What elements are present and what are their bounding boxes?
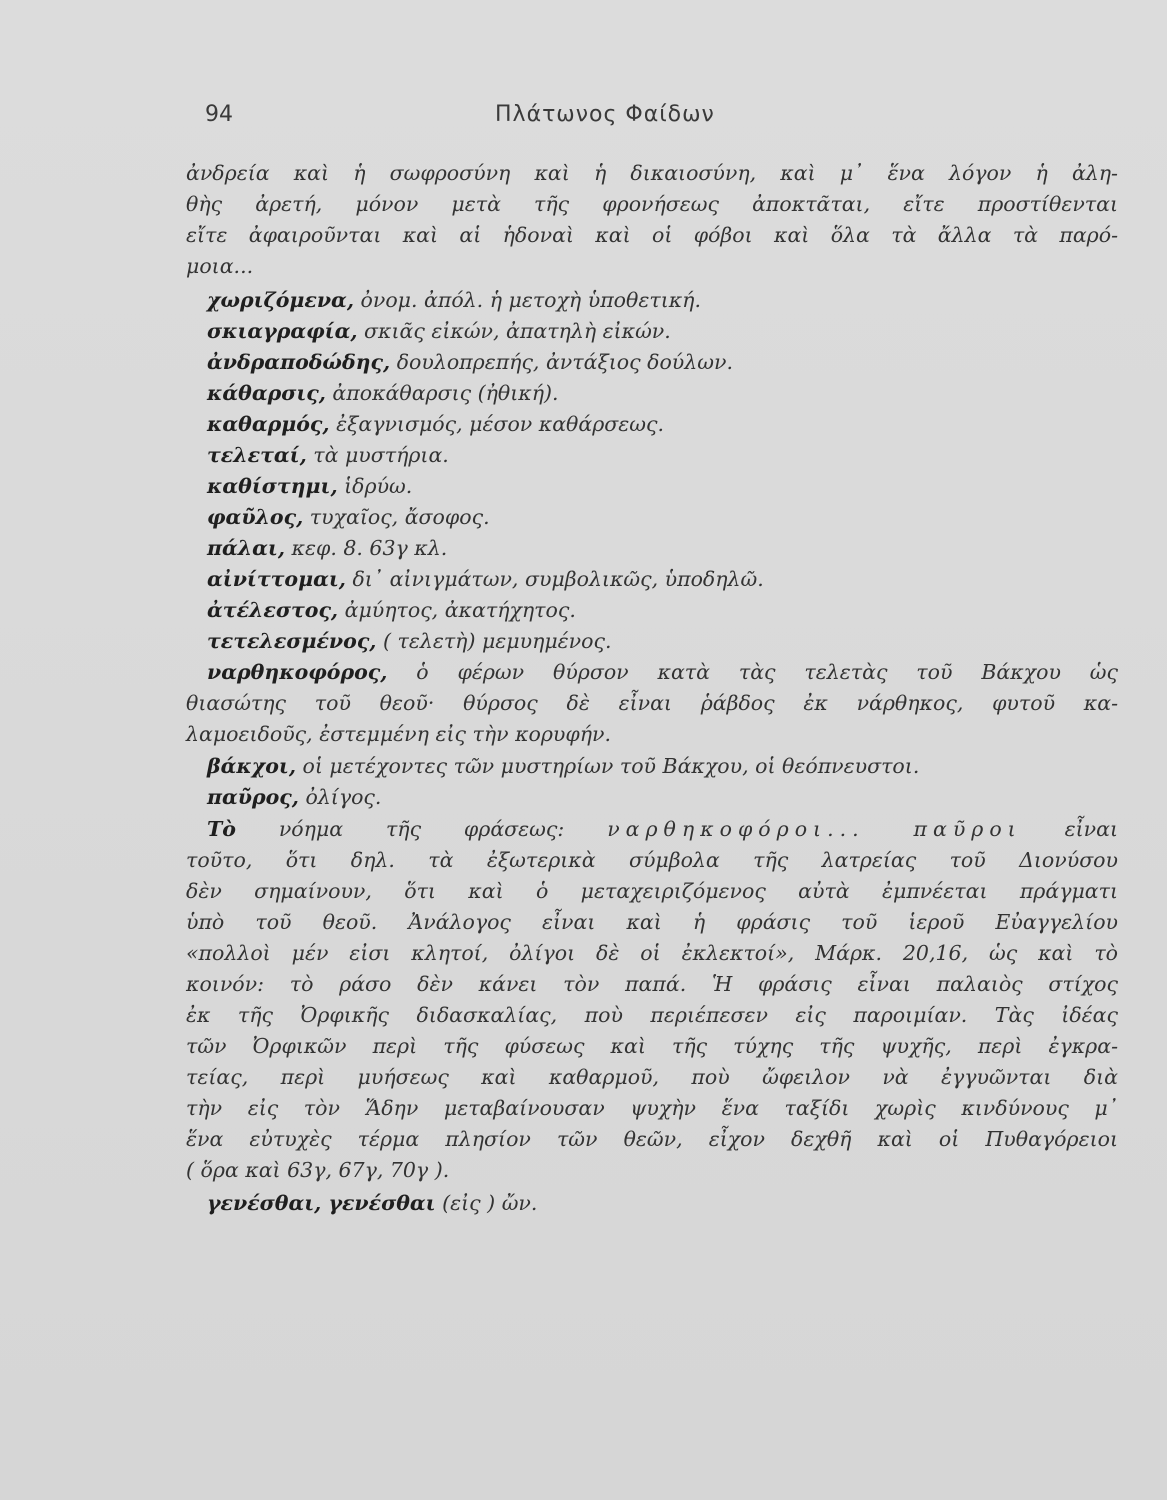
glossary-entry [207,378,559,408]
glossary-entry [207,657,1118,687]
glossary-entry [207,533,447,563]
text-line: ( ὅρα καὶ 63γ, 67γ, 70γ ). [186,1158,450,1182]
entry-definition: δουλοπρεπής, ἀντάξιος δούλων. [396,350,733,374]
page-number: 94 [205,102,233,127]
entry-definition: οἱ μετέχοντες τῶν μυστηρίων τοῦ Βάκχου, οἱ θεόπνευστοι. [302,754,920,778]
text-line: ὑπὸ τοῦ θεοῦ. Ἀνάλογος εἶναι καὶ ἡ φράσις τοῦ ἱεροῦ Εὐαγγελίου [186,910,1118,934]
entry-term: κάθαρσις, [207,381,326,405]
glossary-entry [207,285,701,315]
entry-term: τελεταί, [207,443,307,467]
entry-definition: ὀλίγος. [305,785,382,809]
entry-term: καθίστημι, [207,474,338,498]
glossary-entry [207,751,919,781]
text-line: θὴς ἀρετή, μόνον μετὰ τῆς φρονήσεως ἀποκτᾶται, εἴτε προστίθενται [186,192,1118,216]
text-line: ἀνδρεία καὶ ἡ σωφροσύνη καὶ ἡ δικαιοσύνη, καὶ μ᾽ ἕνα λόγον ἡ ἀλη- [186,161,1118,185]
text-line: μοια... [186,254,254,278]
text-line: εἴτε ἀφαιροῦνται καὶ αἱ ἡδοναὶ καὶ οἱ φόβοι καὶ ὅλα τὰ ἄλλα τὰ παρό- [186,223,1118,247]
glossary-entry [207,502,490,532]
entry-term: γενέσθαι, γενέσθαι [207,1191,436,1215]
running-title: Πλάτωνος Φαίδων [495,102,715,127]
entry-definition: ἱδρύω. [344,474,413,498]
glossary-entry [207,409,664,439]
entry-term: αἰνίττομαι, [207,567,346,591]
entry-term: βάκχοι, [207,754,296,778]
text-line: «πολλοὶ μέν εἰσι κλητοί, ὀλίγοι δὲ οἱ ἐκλεκτοί», Μάρκ. 20,16, ὡς καὶ τὸ [186,941,1118,965]
text-line: ἐκ τῆς Ὀρφικῆς διδασκαλίας, ποὺ περιέπεσεν εἰς παροιμίαν. Τὰς ἰδέας [186,1003,1118,1027]
entry-term: καθαρμός, [207,412,330,436]
entry-definition: ὁ φέρων θύρσον κατὰ τὰς τελετὰς τοῦ Βάκχου ὡς [416,660,1118,684]
entry-definition: (εἰς ) ὤν. [442,1191,538,1215]
entry-term: τετελεσμένος, [207,629,377,653]
entry-definition: ἀποκάθαρσις (ἠθική). [332,381,559,405]
entry-definition: ὀνομ. ἀπόλ. ἡ μετοχὴ ὑποθετική. [360,288,701,312]
entry-definition: σκιᾶς εἰκών, ἀπατηλὴ εἰκών. [364,319,671,343]
glossary-entry [207,440,449,470]
entry-definition: κεφ. 8. 63γ κλ. [291,536,448,560]
entry-term: ἀτέλεστος, [207,598,339,622]
entry-definition: δι᾽ αἰνιγμάτων, συμβολικῶς, ὑποδηλῶ. [352,567,764,591]
text-line: τοῦτο, ὅτι δηλ. τὰ ἐξωτερικὰ σύμβολα τῆς λατρείας τοῦ Διονύσου [186,848,1118,872]
glossary-entry [207,316,671,346]
text-line: κοινόν: τὸ ράσο δὲν κάνει τὸν παπά. Ἡ φράσις εἶναι παλαιὸς στίχος [186,972,1118,996]
quoted-phrase: ναρθηκοφόροι... παῦροι [607,817,1022,841]
text-line: τὴν εἰς τὸν Ἅδην μεταβαίνουσαν ψυχὴν ἕνα ταξίδι χωρὶς κινδύνους μ᾽ [186,1096,1118,1120]
entry-definition: ἀμύητος, ἀκατήχητος. [344,598,576,622]
glossary-entry [207,595,576,625]
glossary-entry [207,626,612,656]
glossary-entry [207,471,412,501]
entry-term: χωριζόμενα, [207,288,354,312]
entry-term: πάλαι, [207,536,285,560]
glossary-entry [207,1188,537,1218]
entry-term: παῦρος, [207,785,299,809]
text-line: τῶν Ὀρφικῶν περὶ τῆς φύσεως καὶ τῆς τύχης τῆς ψυχῆς, περὶ ἐγκρα- [186,1034,1118,1058]
text-line: θιασώτης τοῦ θεοῦ· θύρσος δὲ εἶναι ῥάβδος ἐκ νάρθηκος, φυτοῦ κα- [186,691,1118,715]
glossary-entry [207,782,381,812]
entry-term: ναρθηκοφόρος, [207,660,388,684]
entry-definition: ( τελετὴ) μεμυημένος. [382,629,612,653]
text-line: ἕνα εὐτυχὲς τέρμα πλησίον τῶν θεῶν, εἶχον δεχθῆ καὶ οἱ Πυθαγόρειοι [186,1127,1118,1151]
entry-definition: τὰ μυστήρια. [313,443,449,467]
entry-definition: τυχαῖος, ἄσοφος. [309,505,490,529]
text-line: τείας, περὶ μυήσεως καὶ καθαρμοῦ, ποὺ ὤφειλον νὰ ἐγγυῶνται διὰ [186,1065,1118,1089]
entry-term: ἀνδραποδώδης, [207,350,391,374]
page-header [205,102,965,132]
entry-term: σκιαγραφία, [207,319,358,343]
entry-definition: ἐξαγνισμός, μέσον καθάρσεως. [336,412,664,436]
paragraph-start: Τὸ νόημα τῆς φράσεως: ναρθηκοφόροι... παῦροι εἶναι [207,817,1118,841]
text-line: λαμοειδοῦς, ἐστεμμένη εἰς τὴν κορυφήν. [186,722,611,746]
entry-term: φαῦλος, [207,505,304,529]
glossary-entry [207,564,764,594]
text-line: δὲν σημαίνουν, ὅτι καὶ ὁ μεταχειριζόμενος αὐτὰ ἐμπνέεται πράγματι [186,879,1118,903]
glossary-entry [207,347,733,377]
